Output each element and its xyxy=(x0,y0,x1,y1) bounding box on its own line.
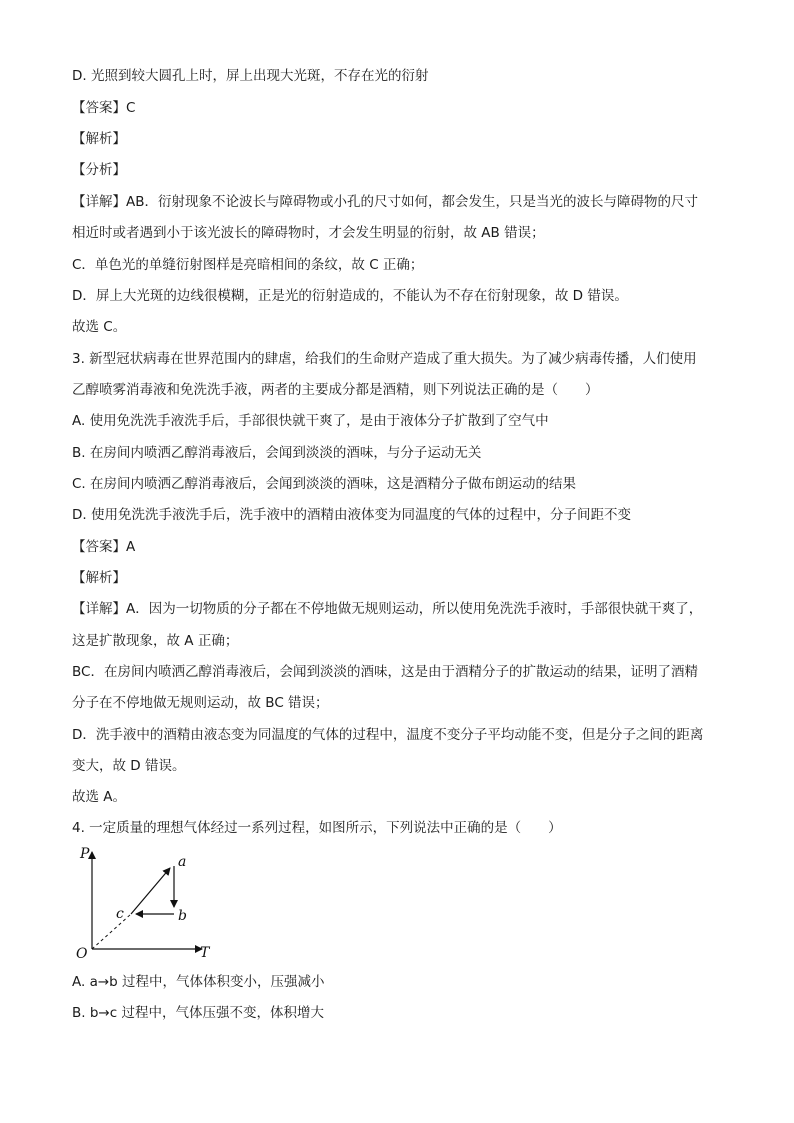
choice-q2: 故选 C。 xyxy=(72,319,127,335)
question-4: 4. 一定质量的理想气体经过一系列过程，如图所示，下列说法中正确的是（ ） xyxy=(72,820,562,836)
pt-diagram xyxy=(72,842,222,962)
detail-q3-line4: 分子在不停地做无规则运动，故 BC 错误； xyxy=(72,695,329,711)
question-3-line1: 3. 新型冠状病毒在世界范围内的肆虐，给我们的生命财产造成了重大损失。为了减少病毒传播，人们使用 xyxy=(72,351,697,367)
detail-q3-line1: 【详解】A．因为一切物质的分子都在不停地做无规则运动，所以使用免洗洗手液时，手部很快就干爽了， xyxy=(72,601,703,617)
option-d-q3: D. 使用免洗洗手液洗手后，洗手液中的酒精由液体变为同温度的气体的过程中，分子间距不变 xyxy=(72,507,631,523)
option-c-q3: C. 在房间内喷洒乙醇消毒液后，会闻到淡淡的酒味，这是酒精分子做布朗运动的结果 xyxy=(72,476,577,492)
option-b-q3: B. 在房间内喷洒乙醇消毒液后，会闻到淡淡的酒味，与分子运动无关 xyxy=(72,445,482,461)
answer-label-q3: 【答案】A xyxy=(72,539,136,555)
detail-q2-line3: C．单色光的单缝衍射图样是亮暗相间的条纹，故 C 正确； xyxy=(72,257,424,273)
point-b-label: b xyxy=(178,908,187,924)
fenxi-label-q2: 【分析】 xyxy=(72,162,126,178)
point-c-label: c xyxy=(116,906,124,922)
option-a-q4: A. a→b 过程中，气体体积变小，压强减小 xyxy=(72,974,325,990)
option-a-q3: A. 使用免洗洗手液洗手后，手部很快就干爽了，是由于液体分子扩散到了空气中 xyxy=(72,413,549,429)
detail-q3-line2: 这是扩散现象，故 A 正确； xyxy=(72,633,239,649)
option-d-q2: D. 光照到较大圆孔上时，屏上出现大光斑，不存在光的衍射 xyxy=(72,68,429,84)
detail-q2-line4: D．屏上大光斑的边线很模糊，正是光的衍射造成的，不能认为不存在衍射现象，故 D 错误。 xyxy=(72,288,628,304)
option-b-q4: B. b→c 过程中，气体压强不变，体积增大 xyxy=(72,1005,324,1021)
detail-q3-line5: D．洗手液中的酒精由液态变为同温度的气体的过程中，温度不变分子平均动能不变，但是分子之间的距离 xyxy=(72,727,704,743)
point-a-label: a xyxy=(178,854,187,870)
origin-label: O xyxy=(76,946,88,962)
answer-label-q2: 【答案】C xyxy=(72,100,136,116)
analysis-label-q2: 【解析】 xyxy=(72,131,126,147)
dashed-extension xyxy=(92,914,131,949)
path-c-to-a xyxy=(131,868,170,914)
detail-q3-line6: 变大，故 D 错误。 xyxy=(72,758,186,774)
analysis-label-q3: 【解析】 xyxy=(72,570,126,586)
choice-q3: 故选 A。 xyxy=(72,789,127,805)
question-3-line2: 乙醇喷雾消毒液和免洗洗手液，两者的主要成分都是酒精，则下列说法正确的是（ ） xyxy=(72,382,599,398)
t-axis-label: T xyxy=(200,945,210,961)
detail-q2-line2: 相近时或者遇到小于该光波长的障碍物时，才会发生明显的衍射，故 AB 错误； xyxy=(72,225,545,241)
detail-q3-line3: BC．在房间内喷洒乙醇消毒液后，会闻到淡淡的酒味，这是由于酒精分子的扩散运动的结果，证明了酒精 xyxy=(72,664,698,680)
detail-q2-line1: 【详解】AB．衍射现象不论波长与障碍物或小孔的尺寸如何，都会发生，只是当光的波长与障碍物的尺寸 xyxy=(72,194,698,210)
p-axis-label: P xyxy=(80,846,90,862)
